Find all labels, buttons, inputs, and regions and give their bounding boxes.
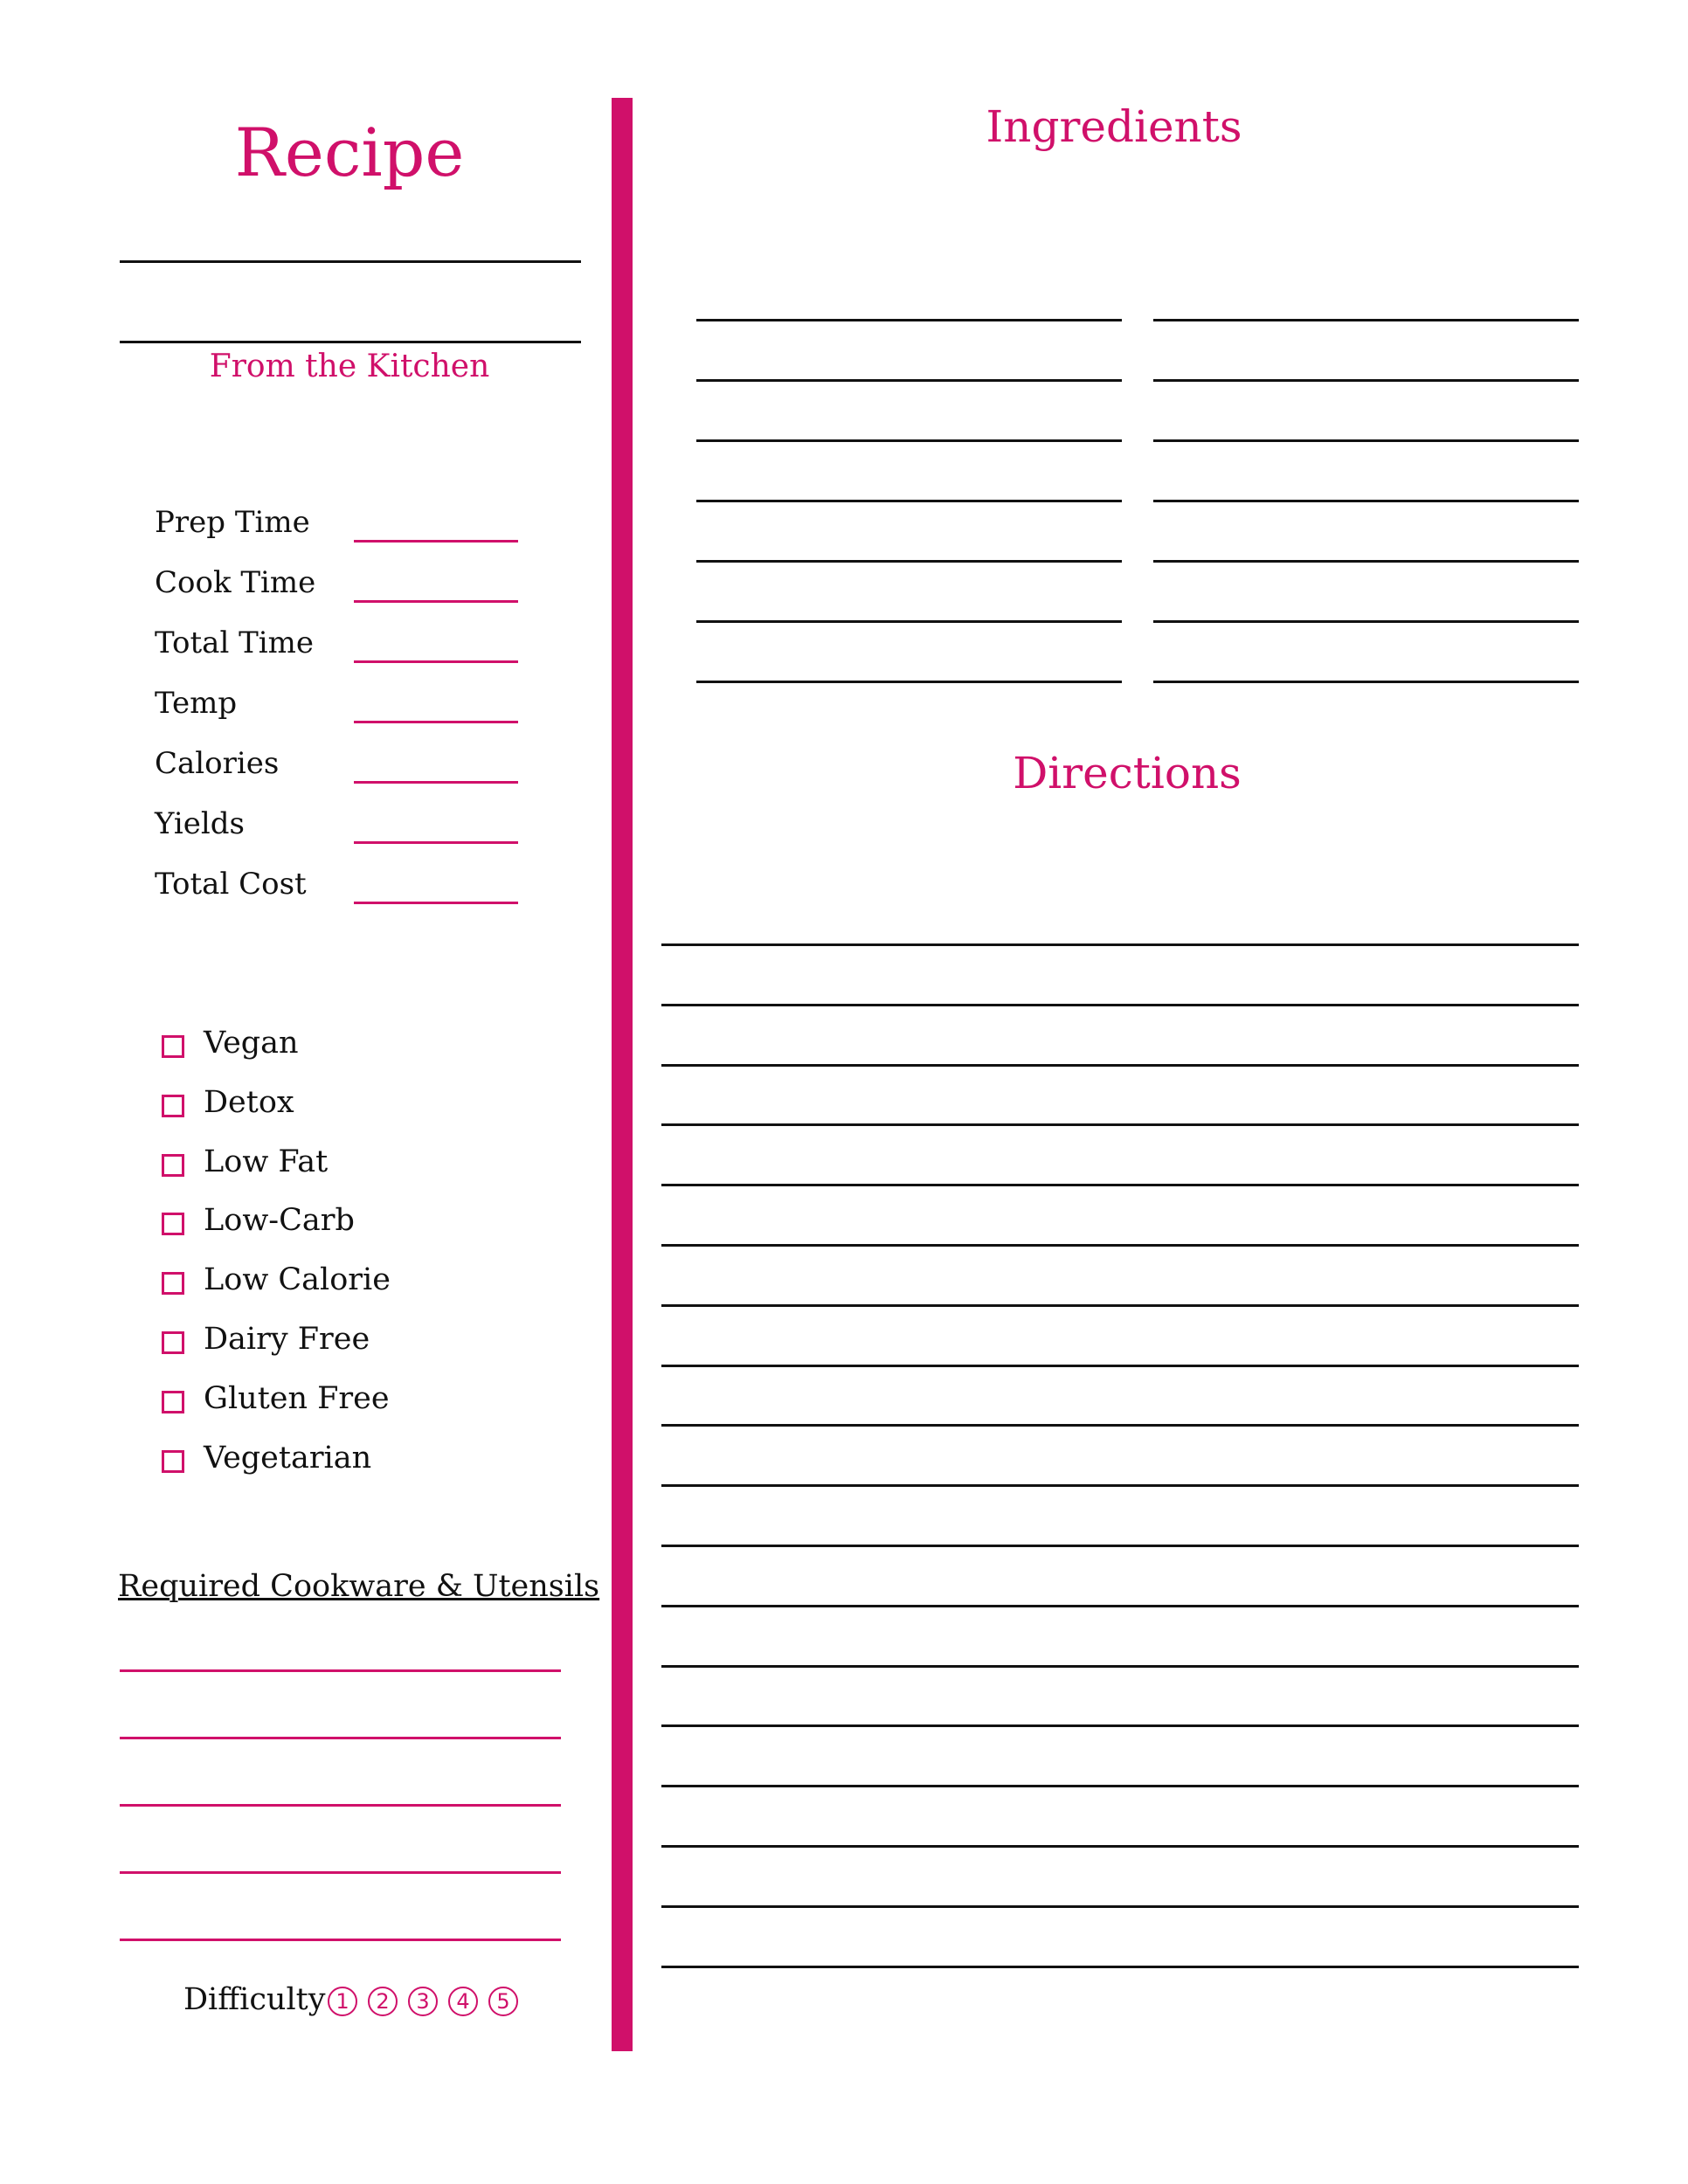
difficulty-level[interactable]: 1	[328, 1987, 357, 2016]
ingredients-title: Ingredients	[986, 101, 1242, 152]
recipe-name-line-2[interactable]	[120, 341, 581, 343]
ingredient-line[interactable]	[1153, 319, 1579, 321]
cookware-line[interactable]	[120, 1871, 561, 1874]
ingredient-line[interactable]	[696, 379, 1122, 382]
meta-label: Total Time	[155, 625, 315, 660]
checkbox[interactable]	[162, 1450, 184, 1473]
recipe-title: Recipe	[234, 114, 465, 191]
meta-label: Prep Time	[155, 505, 310, 540]
direction-line[interactable]	[661, 1665, 1579, 1668]
difficulty-level[interactable]: 2	[368, 1987, 398, 2016]
recipe-name-line-1[interactable]	[120, 260, 581, 263]
column-divider	[612, 98, 633, 2051]
difficulty-label: Difficulty	[183, 1982, 326, 2017]
ingredient-line[interactable]	[1153, 439, 1579, 442]
meta-value-line[interactable]	[354, 781, 518, 784]
ingredient-line[interactable]	[696, 620, 1122, 623]
checkbox-label: Low Calorie	[204, 1262, 391, 1298]
difficulty-level[interactable]: 4	[448, 1987, 478, 2016]
checkbox[interactable]	[162, 1095, 184, 1117]
meta-value-line[interactable]	[354, 902, 518, 904]
difficulty-level[interactable]: 3	[408, 1987, 438, 2016]
cookware-line[interactable]	[120, 1669, 561, 1672]
ingredient-line[interactable]	[1153, 620, 1579, 623]
direction-line[interactable]	[661, 1424, 1579, 1427]
direction-line[interactable]	[661, 1484, 1579, 1487]
direction-line[interactable]	[661, 1785, 1579, 1787]
meta-label: Yields	[155, 806, 245, 841]
ingredient-line[interactable]	[696, 500, 1122, 502]
cookware-line[interactable]	[120, 1939, 561, 1941]
meta-value-line[interactable]	[354, 721, 518, 723]
direction-line[interactable]	[661, 1304, 1579, 1307]
direction-line[interactable]	[661, 1545, 1579, 1547]
checkbox[interactable]	[162, 1154, 184, 1177]
direction-line[interactable]	[661, 1905, 1579, 1908]
checkbox-label: Gluten Free	[204, 1380, 390, 1416]
checkbox-label: Vegan	[204, 1026, 299, 1061]
direction-line[interactable]	[661, 1845, 1579, 1848]
meta-label: Calories	[155, 746, 280, 781]
direction-line[interactable]	[661, 1004, 1579, 1006]
cookware-line[interactable]	[120, 1804, 561, 1807]
direction-line[interactable]	[661, 1244, 1579, 1247]
meta-value-line[interactable]	[354, 660, 518, 663]
directions-title: Directions	[1013, 748, 1242, 798]
meta-value-line[interactable]	[354, 540, 518, 543]
checkbox[interactable]	[162, 1272, 184, 1295]
meta-label: Total Cost	[155, 867, 307, 902]
ingredient-line[interactable]	[1153, 681, 1579, 683]
ingredient-line[interactable]	[1153, 500, 1579, 502]
meta-value-line[interactable]	[354, 600, 518, 603]
direction-line[interactable]	[661, 1064, 1579, 1067]
checkbox-label: Low Fat	[204, 1144, 329, 1179]
ingredient-line[interactable]	[1153, 560, 1579, 563]
ingredient-line[interactable]	[696, 439, 1122, 442]
direction-line[interactable]	[661, 1123, 1579, 1126]
cookware-line[interactable]	[120, 1737, 561, 1739]
meta-label: Temp	[155, 686, 238, 721]
checkbox-label: Low-Carb	[204, 1203, 355, 1239]
direction-line[interactable]	[661, 943, 1579, 946]
checkbox[interactable]	[162, 1331, 184, 1354]
checkbox[interactable]	[162, 1035, 184, 1058]
direction-line[interactable]	[661, 1605, 1579, 1607]
direction-line[interactable]	[661, 1184, 1579, 1186]
ingredient-line[interactable]	[696, 560, 1122, 563]
from-the-kitchen-label: From the Kitchen	[209, 349, 490, 384]
meta-value-line[interactable]	[354, 841, 518, 844]
direction-line[interactable]	[661, 1365, 1579, 1367]
difficulty-level[interactable]: 5	[488, 1987, 518, 2016]
checkbox-label: Detox	[204, 1084, 294, 1120]
checkbox[interactable]	[162, 1391, 184, 1413]
ingredient-line[interactable]	[696, 319, 1122, 321]
meta-label: Cook Time	[155, 565, 316, 600]
ingredient-line[interactable]	[696, 681, 1122, 683]
checkbox-label: Vegetarian	[204, 1440, 372, 1476]
checkbox[interactable]	[162, 1213, 184, 1235]
ingredient-line[interactable]	[1153, 379, 1579, 382]
checkbox-label: Dairy Free	[204, 1322, 370, 1357]
direction-line[interactable]	[661, 1966, 1579, 1968]
cookware-title: Required Cookware & Utensils	[118, 1569, 600, 1604]
direction-line[interactable]	[661, 1724, 1579, 1727]
